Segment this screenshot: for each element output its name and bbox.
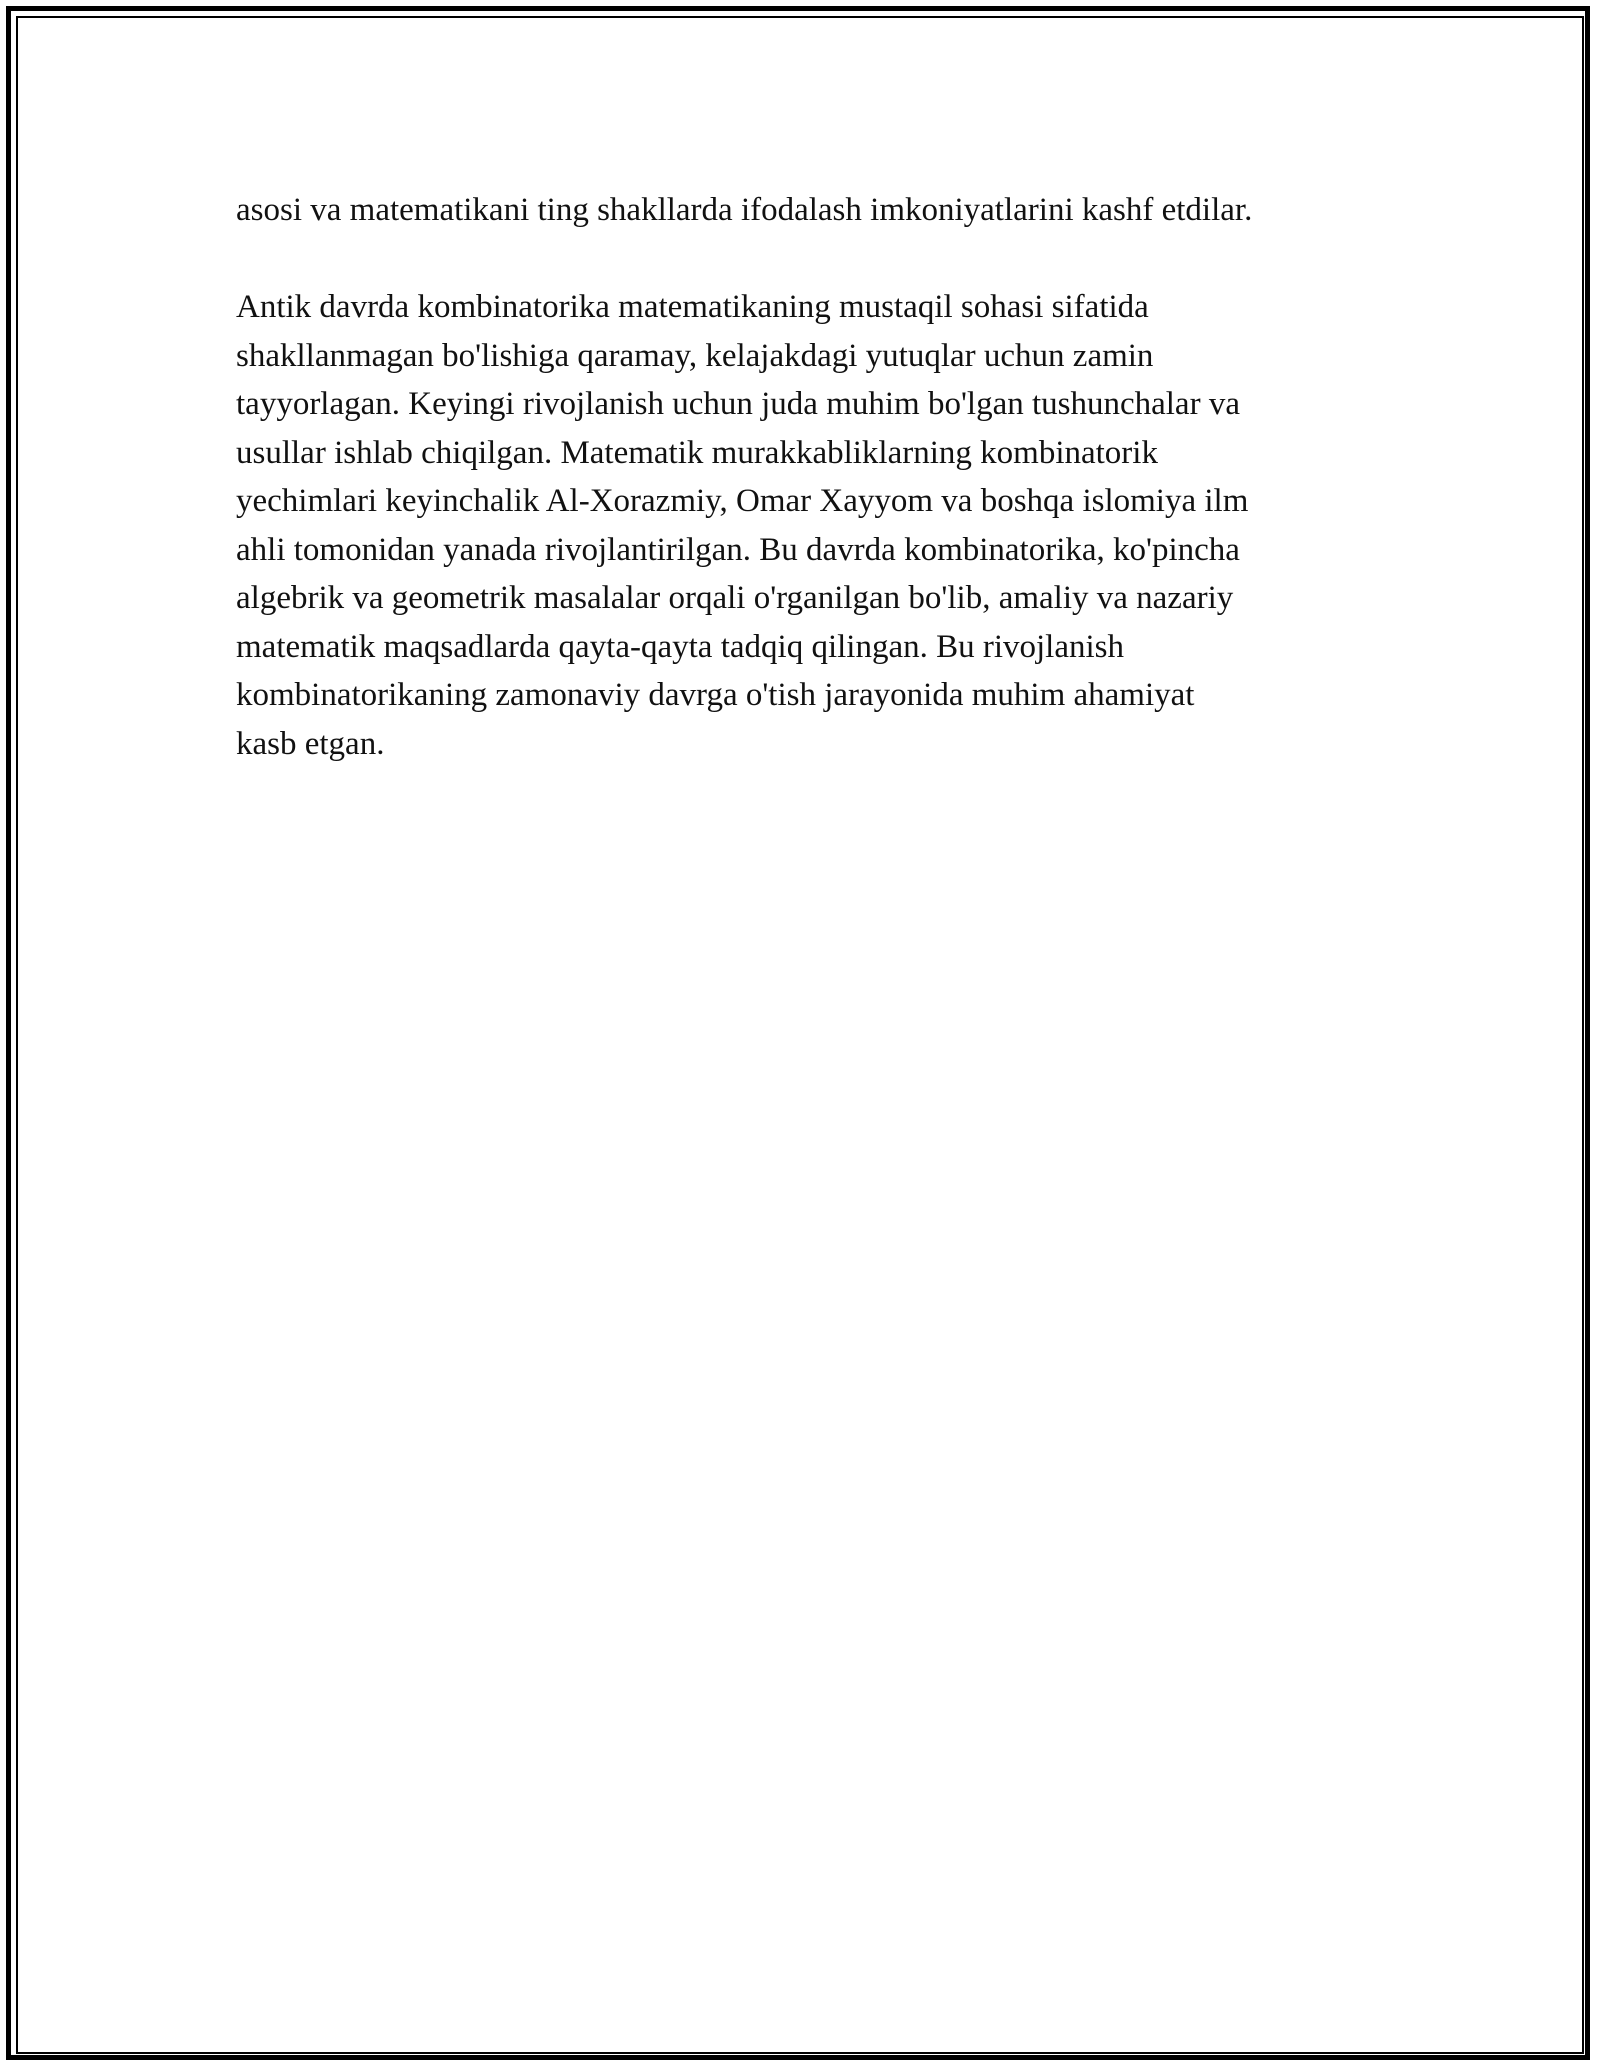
text-line: algebrik va geometrik masalalar orqali o'rganilgan bo'lib, amaliy va nazariy xyxy=(236,580,1234,616)
text-line: asosi va matematikani ting shakllarda ifodalash imkoniyatlarini kashf etdilar. xyxy=(236,192,1253,228)
text-line: Antik davrda kombinatorika matematikaning mustaqil sohasi sifatida xyxy=(236,289,1149,325)
paragraph-1 xyxy=(236,186,1376,235)
text-line: tayyorlagan. Keyingi rivojlanish uchun juda muhim bo'lgan tushunchalar va xyxy=(236,386,1240,422)
text-line: kasb etgan. xyxy=(236,725,385,762)
text-line: yechimlari keyinchalik Al-Xorazmiy, Omar Xayyom va boshqa islomiya ilm xyxy=(236,483,1249,519)
text-line: kombinatorikaning zamonaviy davrga o'tish jarayonida muhim ahamiyat xyxy=(236,677,1195,713)
paragraph-2 xyxy=(236,283,1376,768)
text-line: shakllanmagan bo'lishiga qaramay, kelajakdagi yutuqlar uchun zamin xyxy=(236,337,1154,374)
text-line: matematik maqsadlarda qayta-qayta tadqiq qilingan. Bu rivojlanish xyxy=(236,628,1125,665)
document-body xyxy=(236,186,1376,768)
text-line: usullar ishlab chiqilgan. Matematik murakkabliklarning kombinatorik xyxy=(236,434,1158,471)
text-line: ahli tomonidan yanada rivojlantirilgan. Bu davrda kombinatorika, ko'pincha xyxy=(236,531,1240,568)
